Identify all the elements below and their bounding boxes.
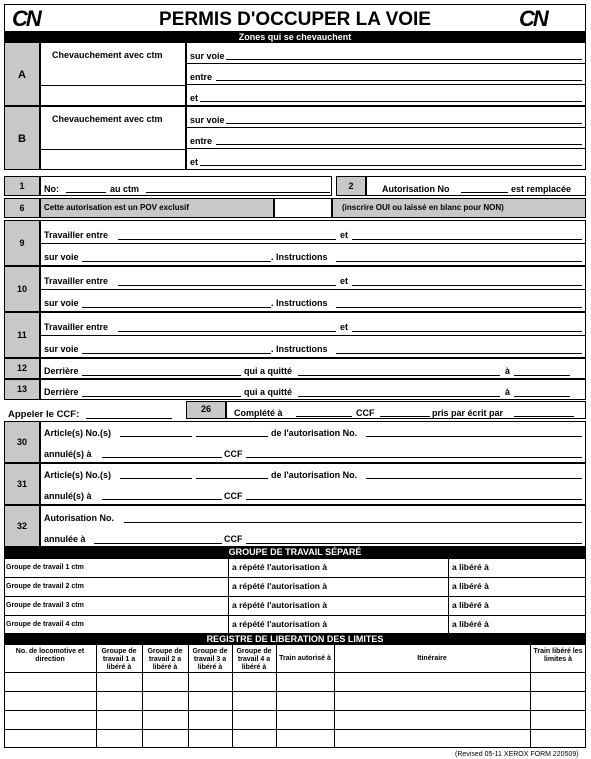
derriere-field[interactable] — [82, 375, 241, 376]
no-label: No: — [44, 184, 59, 194]
qui-a-quitte-label: qui a quitté — [244, 366, 292, 376]
zone-row-line — [186, 84, 586, 85]
zone-chevauchement-label: Chevauchement avec ctm — [52, 50, 163, 60]
ccf-field[interactable] — [246, 457, 582, 458]
et-label: et — [340, 230, 349, 240]
zone-row-line — [186, 63, 586, 64]
ccf-field[interactable] — [246, 499, 582, 500]
instructions-field[interactable] — [336, 261, 582, 262]
registre-header: Train libéré les limites à — [533, 648, 583, 663]
sur-voie-label: sur voie — [44, 252, 79, 262]
pov-oui-input[interactable] — [274, 198, 332, 218]
entre-label: entre — [190, 136, 213, 146]
groupe-row-label: Groupe de travail 4 ctm — [6, 621, 84, 628]
zone-row-line — [186, 127, 586, 128]
article-field-2[interactable] — [196, 436, 268, 437]
row-num: 32 — [16, 521, 27, 531]
ccf-field[interactable] — [246, 543, 582, 544]
groupe-row-label: Groupe de travail 3 ctm — [6, 602, 84, 609]
pris-par-ecrit-label: pris par écrit par — [432, 408, 504, 418]
autorisation-no-label: Autorisation No. — [44, 513, 114, 523]
repete-label: a répété l'autorisation à — [232, 581, 328, 591]
et-label: et — [340, 276, 349, 286]
row32-cell — [40, 505, 586, 547]
zones-bar: Zones qui se chevauchent — [4, 32, 586, 42]
derriere-label: Derrière — [44, 366, 79, 376]
repete-label: a répété l'autorisation à — [232, 600, 328, 610]
registre-header: Itinéraire — [417, 655, 447, 662]
libere-label: a libéré à — [452, 600, 489, 610]
instructions-field[interactable] — [336, 353, 582, 354]
zone-detail-cell — [186, 42, 586, 106]
annules-a-field[interactable] — [102, 457, 222, 458]
sur-voie-label: sur voie — [190, 115, 225, 125]
instructions-field[interactable] — [336, 307, 582, 308]
row-num: 6 — [19, 203, 25, 213]
row-num: 12 — [16, 363, 27, 373]
qui-a-quitte-field[interactable] — [298, 396, 500, 397]
zone-detail-cell — [186, 106, 586, 170]
de-autorisation-label: de l'autorisation No. — [271, 470, 358, 480]
groupe-row-label: Groupe de travail 2 ctm — [6, 583, 84, 590]
row-num: 26 — [200, 404, 211, 414]
sur-voie-label: sur voie — [190, 51, 225, 61]
row-line — [40, 289, 586, 290]
derriere-label: Derrière — [44, 387, 79, 397]
entre-label: entre — [190, 72, 213, 82]
row-line — [4, 577, 586, 578]
registre-header: Groupe de travail 1 a libéré à — [101, 648, 137, 671]
row-num: 31 — [16, 479, 27, 489]
repete-label: a répété l'autorisation à — [232, 619, 328, 629]
row-num: 30 — [16, 437, 27, 447]
ccf-label: CCF — [224, 534, 243, 544]
travailler-entre-label: Travailler entre — [44, 230, 109, 240]
libere-label: a libéré à — [452, 619, 489, 629]
registre-header: Groupe de travail 4 a libéré à — [236, 648, 272, 671]
row-line — [4, 596, 586, 597]
annules-label: annulé(s) à — [44, 449, 92, 459]
remplacee-label: est remplacée — [511, 184, 572, 194]
registre-header: Groupe de travail 3 a libéré à — [192, 648, 228, 671]
row-line — [4, 710, 586, 711]
entre-field[interactable] — [216, 144, 582, 145]
et-label: et — [340, 322, 349, 332]
a-field[interactable] — [514, 375, 570, 376]
et-field[interactable] — [200, 101, 582, 102]
a-label: à — [505, 387, 511, 397]
row1-cell — [40, 176, 332, 196]
annules-a-field[interactable] — [102, 499, 222, 500]
page-title: PERMIS D'OCCUPER LA VOIE — [159, 9, 431, 30]
ccf-label: CCF — [224, 449, 243, 459]
ccf-field[interactable] — [380, 416, 430, 417]
zone-letter: A — [18, 69, 26, 81]
sur-voie-label: sur voie — [44, 344, 79, 354]
row-line — [4, 672, 586, 673]
zone-chevauchement-label: Chevauchement avec ctm — [52, 114, 163, 124]
qui-a-quitte-field[interactable] — [298, 375, 500, 376]
row-line — [4, 615, 586, 616]
travailler-entre-field[interactable] — [118, 285, 336, 286]
row-num: 10 — [16, 284, 27, 294]
zone-divider — [40, 149, 186, 150]
et-label: et — [190, 93, 199, 103]
qui-a-quitte-label: qui a quitté — [244, 387, 292, 397]
registre-header: Groupe de travail 2 a libéré à — [147, 648, 183, 671]
travailler-entre-field[interactable] — [118, 331, 336, 332]
instructions-label: . Instructions — [271, 252, 328, 262]
cn-logo-left: CN — [12, 6, 40, 31]
travailler-et-field[interactable] — [352, 331, 582, 332]
autorisation-no-field[interactable] — [124, 522, 582, 523]
annulee-a-label: annulée à — [44, 534, 86, 544]
libere-label: a libéré à — [452, 562, 489, 572]
cn-logo-right: CN — [519, 6, 547, 31]
instructions-label: . Instructions — [271, 344, 328, 354]
appeler-ccf-field[interactable] — [86, 418, 172, 419]
au-ctm-label: au ctm — [110, 184, 140, 194]
repete-label: a répété l'autorisation à — [232, 562, 328, 572]
sur-voie-field[interactable] — [82, 261, 271, 262]
libere-label: a libéré à — [452, 581, 489, 591]
zone-divider — [40, 85, 186, 86]
ccf-label: CCF — [356, 408, 375, 418]
no-field[interactable] — [66, 192, 106, 193]
zone-row-line — [186, 148, 586, 149]
travailler-entre-label: Travailler entre — [44, 322, 109, 332]
articles-label: Article(s) No.(s) — [44, 428, 112, 438]
entre-field[interactable] — [216, 80, 582, 81]
et-label: et — [190, 157, 199, 167]
article-field-1[interactable] — [120, 436, 192, 437]
row-line — [40, 335, 586, 336]
row-line — [4, 729, 586, 730]
sur-voie-label: sur voie — [44, 298, 79, 308]
a-field[interactable] — [514, 396, 570, 397]
et-field[interactable] — [200, 165, 582, 166]
sur-voie-field[interactable] — [226, 59, 582, 60]
travailler-et-field[interactable] — [352, 239, 582, 240]
sur-voie-field[interactable] — [82, 307, 271, 308]
travailler-entre-label: Travailler entre — [44, 276, 109, 286]
row-num: 1 — [19, 181, 25, 191]
sur-voie-field[interactable] — [82, 353, 271, 354]
autorisation-no-field[interactable] — [366, 478, 582, 479]
sur-voie-field[interactable] — [226, 123, 582, 124]
groupe-row-label: Groupe de travail 1 ctm — [6, 564, 84, 571]
row-num: 11 — [17, 330, 27, 340]
derriere-field[interactable] — [82, 396, 241, 397]
row-line — [4, 691, 586, 692]
de-autorisation-label: de l'autorisation No. — [271, 428, 358, 438]
row-num: 2 — [348, 181, 354, 191]
pov-note: (inscrire OUI ou laissé en blanc pour NON) — [342, 203, 504, 212]
registre-header: No. de locomotive et direction — [15, 648, 85, 663]
annulee-a-field[interactable] — [94, 543, 222, 544]
zone-letter: B — [18, 133, 26, 145]
registre-bar: REGISTRE DE LIBERATION DES LIMITES — [4, 634, 586, 644]
form-revision: (Revised 05-11 XEROX FORM 220509) — [455, 751, 579, 758]
row-line — [40, 243, 586, 244]
annules-label: annulé(s) à — [44, 491, 92, 501]
complete-a-label: Complété à — [234, 408, 283, 418]
row-num: 13 — [16, 384, 27, 394]
registre-header: Train autorisé à — [279, 655, 331, 662]
articles-label: Article(s) No.(s) — [44, 470, 112, 480]
instructions-label: . Instructions — [271, 298, 328, 308]
row-num: 9 — [19, 238, 25, 248]
article-field-1[interactable] — [120, 478, 192, 479]
au-ctm-field[interactable] — [146, 192, 330, 193]
groupe-travail-bar: GROUPE DE TRAVAIL SÉPARÉ — [4, 547, 586, 558]
autorisation-no-field[interactable] — [461, 192, 508, 193]
ccf-label: CCF — [224, 491, 243, 501]
pris-par-field[interactable] — [514, 416, 574, 417]
travailler-entre-field[interactable] — [118, 239, 336, 240]
autorisation-no-label: Autorisation No — [382, 184, 450, 194]
article-field-2[interactable] — [196, 478, 268, 479]
travailler-et-field[interactable] — [352, 285, 582, 286]
pov-exclusif-label: Cette autorisation est un POV exclusif — [44, 203, 189, 212]
appeler-ccf-label: Appeler le CCF: — [8, 409, 80, 420]
a-label: à — [505, 366, 511, 376]
autorisation-no-field[interactable] — [366, 436, 582, 437]
complete-a-field[interactable] — [296, 416, 352, 417]
